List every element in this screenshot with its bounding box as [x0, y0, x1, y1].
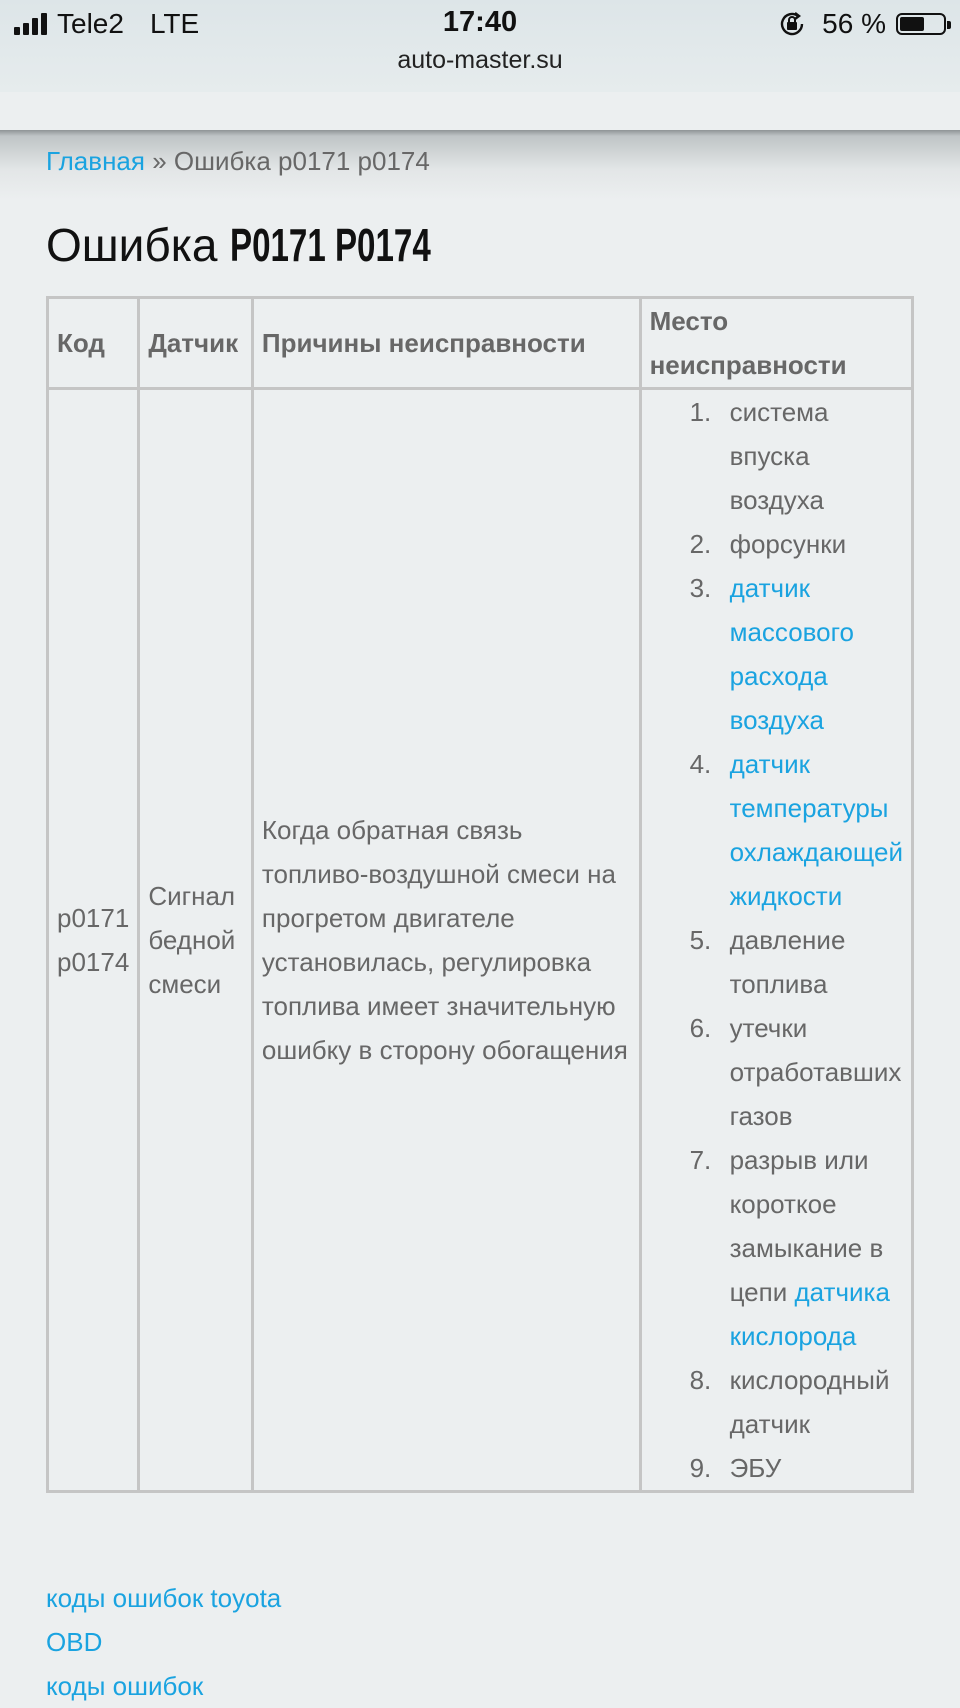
breadcrumb-home-link[interactable]: Главная: [46, 146, 145, 176]
battery-percent: 56 %: [822, 8, 886, 39]
list-item: 2. форсунки: [689, 529, 847, 559]
carrier-name: Tele2: [57, 8, 124, 39]
address-bar[interactable]: auto-master.su: [397, 46, 563, 74]
list-item: 1. система впуска воздуха: [689, 397, 829, 515]
header-cause: Причины неисправности: [252, 298, 640, 389]
browser-top-bar: [0, 0, 960, 93]
title-word: Ошибка: [46, 219, 218, 271]
site-header-strip: [0, 92, 960, 130]
header-code: Код: [48, 298, 139, 389]
status-right: [778, 8, 946, 40]
cell-code: p0171 p0174: [48, 389, 139, 1492]
link-obd[interactable]: OBD: [46, 1627, 103, 1657]
network-type: LTE: [149, 8, 200, 39]
list-item: 9. ЭБУ: [689, 1453, 782, 1483]
list-item: 5. давление топлива: [689, 925, 846, 999]
fault-location-list: [650, 390, 903, 1490]
link-toyota-codes[interactable]: коды ошибок toyota: [46, 1583, 282, 1613]
title-codes: P0171 P0174: [230, 219, 431, 271]
list-item: 6. утечки отработавших газов: [689, 1013, 902, 1131]
status-time: 17:40: [442, 6, 518, 38]
breadcrumb-separator: »: [152, 146, 167, 176]
error-table: [46, 296, 914, 1493]
maf-sensor-link[interactable]: датчик массового расхода воздуха: [729, 573, 855, 735]
header-place: Место неисправности: [640, 298, 912, 389]
coolant-temp-sensor-link[interactable]: датчик температуры охлаждающей жидкости: [729, 749, 903, 911]
header-sensor: Датчик: [139, 298, 253, 389]
cell-sensor: Сигнал бедной смеси: [139, 389, 253, 1492]
cell-place: [640, 389, 912, 1492]
list-item: 8. кислородный датчик: [689, 1365, 890, 1439]
breadcrumb-current: Ошибка p0171 p0174: [173, 146, 430, 176]
list-item: 7. разрыв или короткое замыкание в цепи датчика кислорода: [689, 1145, 890, 1351]
cell-cause: Когда обратная связь топливо-воздушной смеси на прогретом двигателе установилась, регулировка топлива имеет значительную ошибку в сторону обогащения: [252, 389, 640, 1492]
page-title: [46, 218, 509, 272]
table-row: [48, 389, 913, 1492]
related-links: [46, 1576, 281, 1708]
breadcrumb: [46, 146, 430, 177]
orientation-lock-icon: [778, 10, 806, 38]
list-item: 3. датчик массового расхода воздуха: [689, 573, 855, 735]
link-error-codes[interactable]: коды ошибок: [46, 1671, 204, 1701]
table-header-row: [48, 298, 913, 389]
oxygen-sensor-link[interactable]: датчика кислорода: [729, 1277, 890, 1351]
list-item: 4. датчик температуры охлаждающей жидкости: [689, 749, 903, 911]
battery-icon: [896, 13, 946, 35]
